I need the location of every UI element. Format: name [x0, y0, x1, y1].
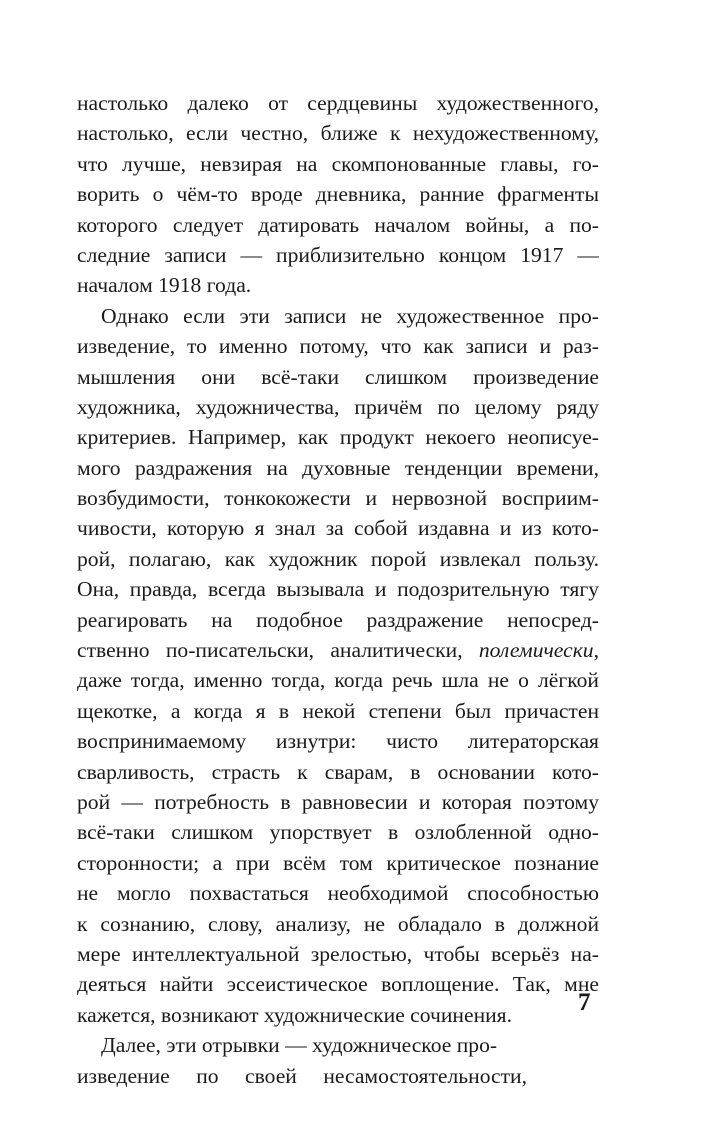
page-number: 7: [578, 989, 591, 1016]
text-line: щекотке, а когда я в некой степени был причастен: [77, 698, 599, 723]
italic-word: полемически: [478, 638, 594, 663]
text-line: изведение по своей несамостоятельности,: [77, 1063, 527, 1088]
text-line: чивости, которую я знал за собой издавна и из кото-: [77, 516, 599, 541]
text-line: мышления они всё-таки слишком произведение: [77, 364, 599, 389]
text-line: к сознанию, слову, анализу, не обладало в должной: [77, 911, 599, 936]
text-line: не могло похвастаться необходимой способностью: [77, 881, 599, 906]
text-line: реагировать на подобное раздражение непосред-: [77, 607, 599, 632]
text-line: Она, правда, всегда вызывала и подозрительную тягу: [77, 577, 599, 602]
text-line: рой — потребность в равновесии и которая поэтому: [77, 789, 599, 814]
text-line: сварливость, страсть к сварам, в основании кото-: [77, 759, 599, 784]
text-line: критериев. Например, как продукт некоего неописуе-: [77, 425, 599, 450]
text-line: рой, полагаю, как художник порой извлекал пользу.: [77, 546, 599, 571]
text-line: сторонности; а при всём том критическое познание: [77, 850, 599, 875]
text-line: возбудимости, тонкокожести и нервозной восприим-: [77, 486, 599, 511]
text-line: Однако если эти записи не художественное про-: [101, 303, 599, 328]
text-line: мого раздражения на духовные тенденции времени,: [77, 455, 599, 480]
text-line: изведение, то именно потому, что как записи и раз-: [77, 334, 599, 359]
text-line: ворить о чём-то вроде дневника, ранние фрагменты: [77, 182, 599, 207]
text-line: настолько далеко от сердцевины художественного,: [77, 91, 599, 115]
text-line: кажется, возникают художнические сочинения.: [77, 1002, 513, 1027]
text-line: всё-таки слишком упорствует в озлобленной одно-: [77, 820, 599, 845]
text-line: [77, 635, 599, 665]
text-line: художника, художничества, причём по целому ряду: [77, 394, 599, 419]
text-line: деяться найти эссеистическое воплощение. Так, мне: [77, 972, 599, 997]
text-line: следние записи — приблизительно концом 1917 —: [77, 242, 599, 267]
text-line: началом 1918 года.: [77, 273, 252, 298]
text-run: ,: [593, 638, 599, 663]
text-line: даже тогда, именно тогда, когда речь шла не о лёгкой: [77, 668, 599, 693]
text-line: воспринимаемому изнутри: чисто литераторская: [77, 729, 599, 754]
text-line: мере интеллектуальной зрелостью, чтобы всерьёз на-: [77, 941, 599, 966]
text-line: что лучше, невзирая на скомпонованные главы, го-: [77, 151, 599, 176]
text-line: настолько, если честно, ближе к нехудожественному,: [77, 121, 599, 146]
body-text: [77, 88, 599, 1091]
text-line: Далее, эти отрывки — художническое про-: [101, 1033, 498, 1058]
text-run: ственно по-писательски, аналитически,: [77, 638, 479, 663]
text-line: которого следует датировать началом войны, а по-: [77, 212, 599, 237]
